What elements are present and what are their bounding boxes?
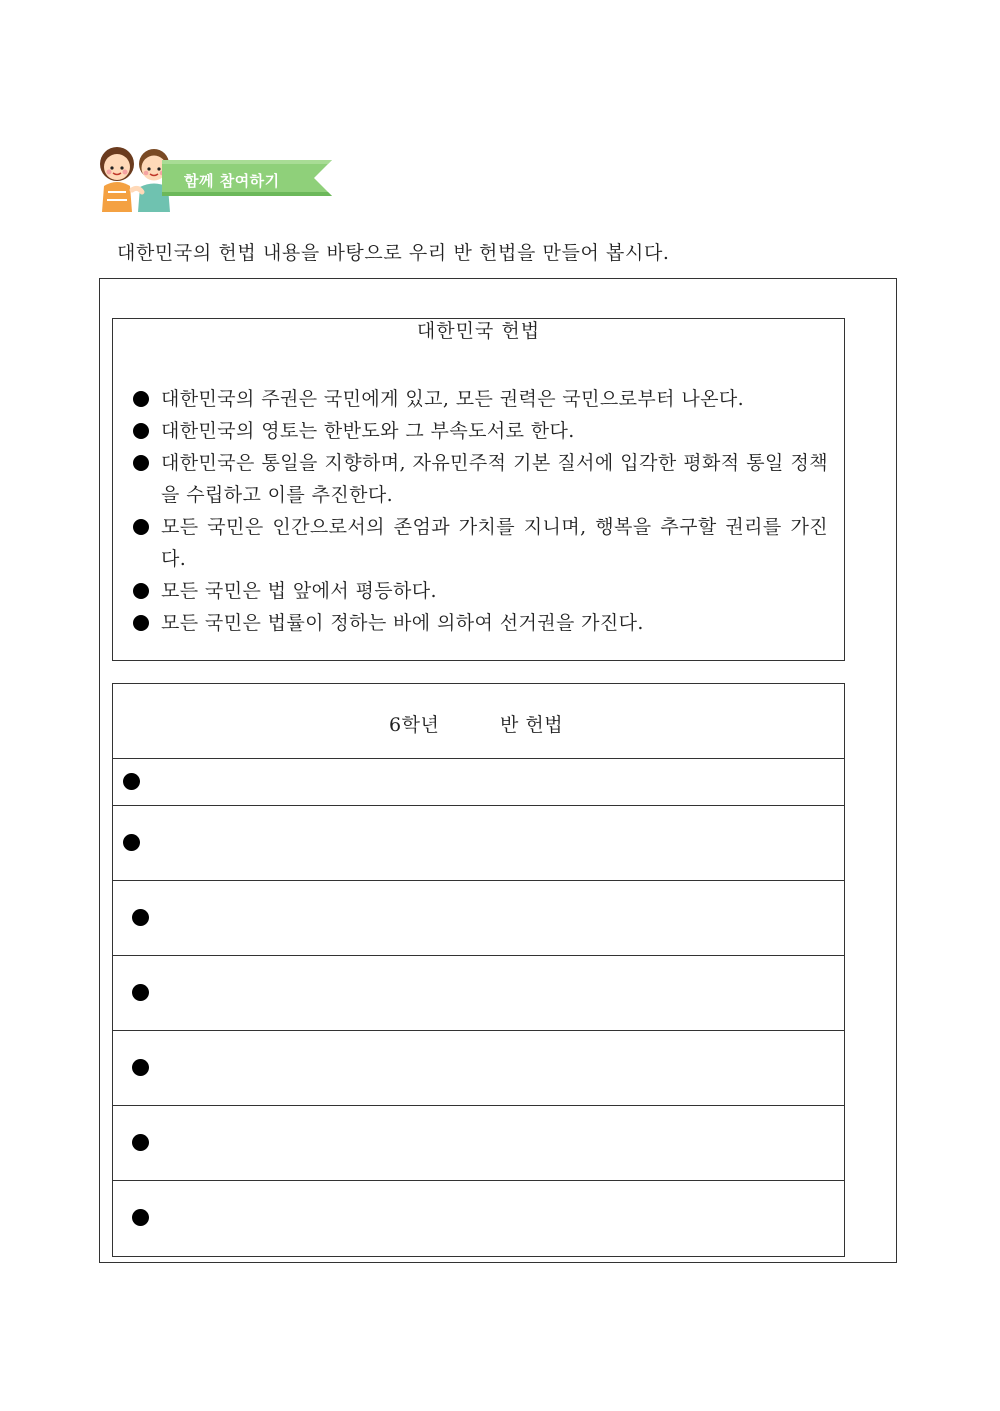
bullet-icon [133,455,149,471]
bullet-icon [133,391,149,407]
bullet-icon [133,583,149,599]
bullet-icon [132,1059,149,1076]
rule-row[interactable] [113,956,844,1031]
banner-label: 함께 참여하기 [184,172,280,190]
korean-constitution-box [112,318,845,661]
constitution-articles [133,383,828,639]
rule-row[interactable] [113,881,844,956]
constitution-article: 모든 국민은 법률이 정하는 바에 의하여 선거권을 가진다. [133,607,828,639]
constitution-article: 대한민국은 통일을 지향하며, 자유민주적 기본 질서에 입각한 평화적 통일 정책을 수립하고 이를 추진한다. [133,447,828,511]
bullet-icon [132,909,149,926]
bullet-icon [133,615,149,631]
bullet-icon [123,834,140,851]
constitution-article: 대한민국의 영토는 한반도와 그 부속도서로 한다. [133,415,828,447]
bullet-icon [132,984,149,1001]
bullet-icon [133,423,149,439]
constitution-article: 대한민국의 주권은 국민에게 있고, 모든 권력은 국민으로부터 나온다. [133,383,828,415]
participate-banner [92,142,332,212]
bullet-icon [132,1134,149,1151]
bullet-icon [123,773,140,790]
constitution-title: 대한민국 헌법 [416,320,541,342]
class-constitution-header [113,684,844,759]
rule-row[interactable] [113,1031,844,1106]
rule-row[interactable] [113,806,844,881]
rule-row[interactable] [113,1106,844,1181]
class-constitution-table [112,683,845,1257]
bullet-icon [132,1209,149,1226]
instruction-text: 대한민국의 헌법 내용을 바탕으로 우리 반 헌법을 만들어 봅시다. [117,242,670,264]
class-constitution-title: 반 헌법 [500,714,564,736]
constitution-article: 모든 국민은 인간으로서의 존엄과 가치를 지니며, 행복을 추구할 권리를 가진다. [133,511,828,575]
rule-row[interactable] [113,1181,844,1256]
bullet-icon [133,519,149,535]
constitution-article: 모든 국민은 법 앞에서 평등하다. [133,575,828,607]
rule-row[interactable] [113,759,844,806]
grade-label: 6학년 [389,714,440,736]
